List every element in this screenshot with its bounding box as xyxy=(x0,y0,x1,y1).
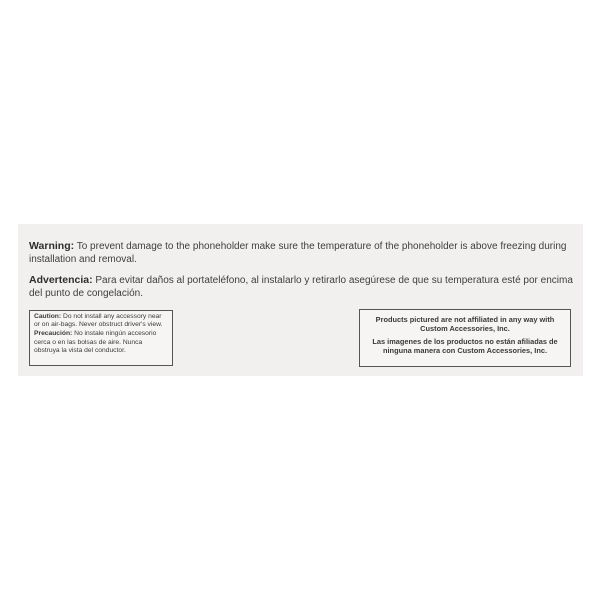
product-label-card xyxy=(18,224,583,376)
caution-english-text: Do not install any accessory near or on air-bags. Never obstruct driver's view. xyxy=(34,313,163,329)
caution-box xyxy=(29,310,173,366)
warning-spanish xyxy=(29,274,574,300)
warning-english xyxy=(29,240,574,266)
warning-spanish-text: Para evitar daños al portateléfono, al instalarlo y retirarlo asegúrese de que su temperatura esté por encima del punto de congelación. xyxy=(29,275,573,299)
affiliation-english: Products pictured are not affiliated in any way with Custom Accessories, Inc. xyxy=(375,315,555,333)
caution-spanish-text: No instale ningún accesorio cerca o en las bolsas de aire. Nunca obstruya la vista del conductor. xyxy=(34,330,157,354)
warning-spanish-label: Advertencia: xyxy=(29,274,93,286)
caution-spanish-label: Precaución: xyxy=(34,330,73,338)
caution-english xyxy=(34,313,168,329)
caution-english-label: Caution: xyxy=(34,313,62,320)
warning-english-label: Warning: xyxy=(29,240,75,252)
affiliation-disclaimer-box xyxy=(359,309,571,367)
affiliation-spanish: Las imagenes de los productos no están afiliadas de ninguna manera con Custom Accessories, Inc. xyxy=(372,337,558,355)
warning-english-text: To prevent damage to the phoneholder make sure the temperature of the phoneholder is above freezing during installation and removal. xyxy=(29,241,567,265)
caution-spanish xyxy=(34,330,168,355)
